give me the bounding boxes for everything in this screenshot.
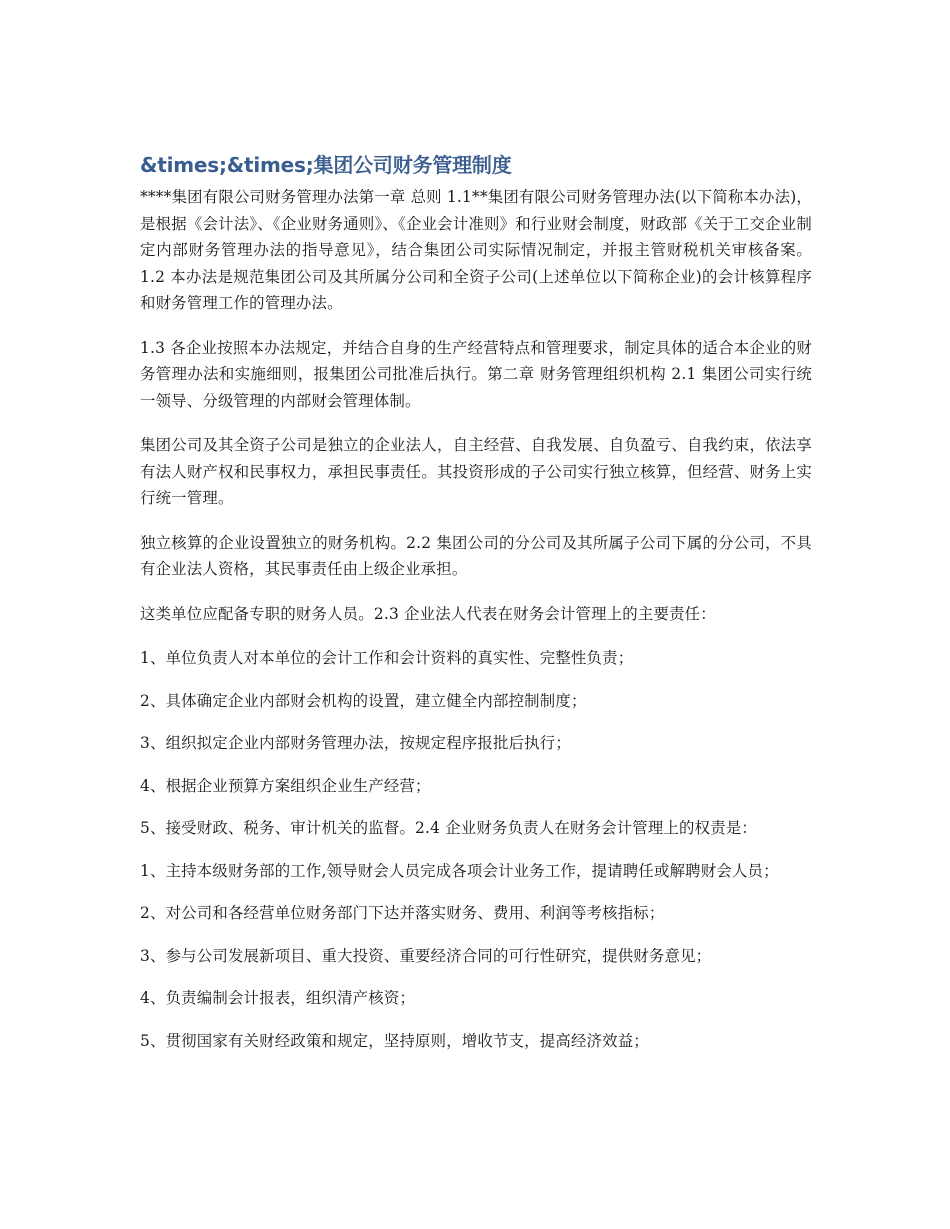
document-title: &times;&times;集团公司财务管理制度	[140, 153, 512, 177]
list-item: 2、对公司和各经营单位财务部门下达并落实财务、费用、利润等考核指标；	[140, 904, 665, 922]
paragraph-chapter-1: ****集团有限公司财务管理办法第一章 总则 1.1**集团有限公司财务管理办法(以下简称本办法)，是根据《会计法》、《企业财务通则》、《企业会计准则》和行业财会制度，财政部《关于工交企业制定内部财务管理办法的指导意见》，结合集团公司实际情况制定，并报主管财税机关审核备案。 1.2 本办法是规范集团公司及其所属分公司和全资子公司(上述单位以下简称企业)的会计核算程序和财务管理工作的管理办法。	[140, 188, 812, 312]
list-item: 4、根据企业预算方案组织企业生产经营；	[140, 776, 431, 795]
list-item: 2、具体确定企业内部财会机构的设置，建立健全内部控制制度；	[140, 691, 587, 710]
paragraph-2-3: 这类单位应配备专职的财务人员。2.3 企业法人代表在财务会计管理上的主要责任：	[140, 604, 716, 623]
document-page	[140, 150, 812, 1070]
list-item: 3、参与公司发展新项目、重大投资、重要经济合同的可行性研究，提供财务意见；	[140, 946, 712, 965]
list-item: 3、组织拟定企业内部财务管理办法，按规定程序报批后执行；	[140, 734, 571, 752]
list-item: 4、负责编制会计报表，组织清产核资；	[140, 989, 416, 1007]
list-item: 5、贯彻国家有关财经政策和规定，坚持原则，增收节支，提高经济效益；	[140, 1031, 649, 1050]
list-item: 1、单位负责人对本单位的会计工作和会计资料的真实性、完整性负责；	[140, 649, 634, 667]
paragraph-legal-entity: 集团公司及其全资子公司是独立的企业法人，自主经营、自我发展、自负盈亏、自我约束，依法享有法人财产权和民事权力，承担民事责任。其投资形成的子公司实行独立核算，但经营、财务上实行统一管理。	[140, 436, 812, 507]
paragraph-2-2: 独立核算的企业设置独立的财务机构。2.2 集团公司的分公司及其所属子公司下属的分公司，不具有企业法人资格，其民事责任由上级企业承担。	[140, 533, 812, 578]
list-item: 5、接受财政、税务、审计机关的监督。2.4 企业财务负责人在财务会计管理上的权责是：	[140, 819, 758, 837]
paragraph-1-3: 1.3 各企业按照本办法规定，并结合自身的生产经营特点和管理要求，制定具体的适合本企业的财务管理办法和实施细则，报集团公司批准后执行。第二章 财务管理组织机构 2.1 集团公司实行统一领导、分级管理的内部财会管理体制。	[140, 338, 812, 410]
list-item: 1、主持本级财务部的工作,领导财会人员完成各项会计业务工作，提请聘任或解聘财会人员；	[140, 861, 779, 880]
